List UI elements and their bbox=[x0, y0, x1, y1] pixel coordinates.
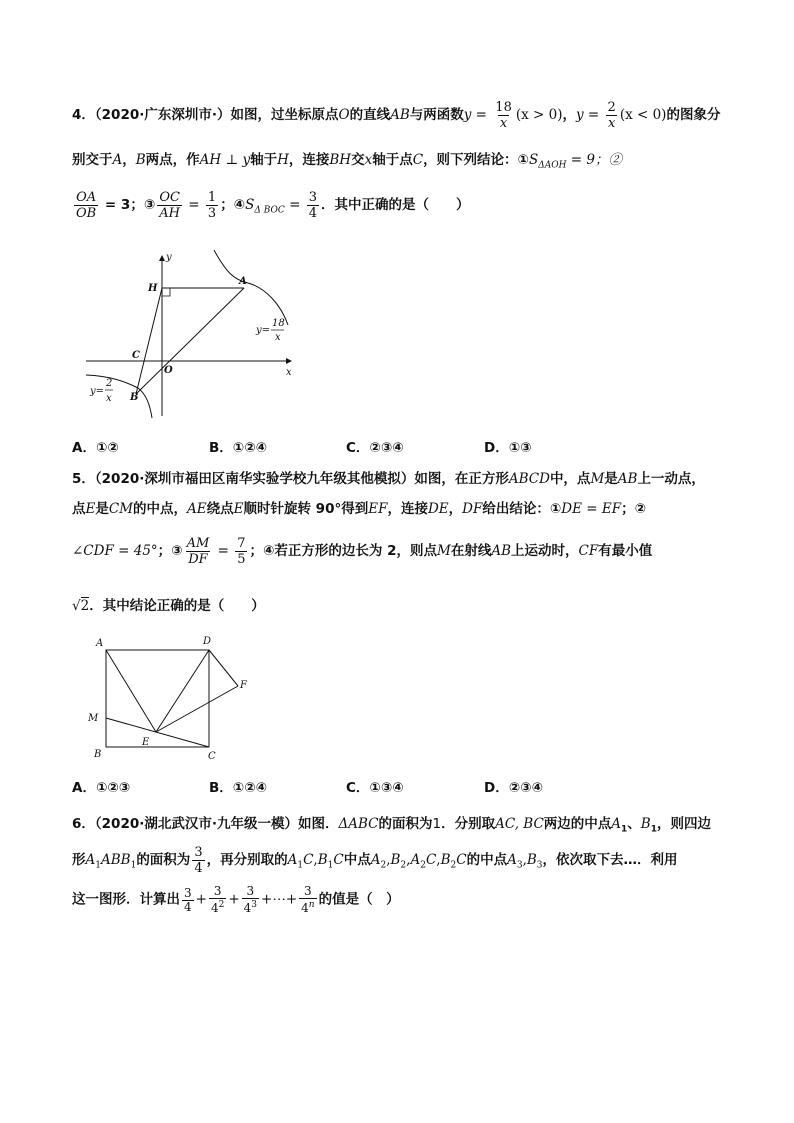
q5-line4: √2．其中结论正确的是（ ） bbox=[72, 598, 265, 614]
q6-line1: 6．（2020·湖北武汉市·九年级一模）如图．ΔABC的面积为1．分别取AC, BC两边的中点$A_1$、$B_1$，则四边 bbox=[72, 816, 711, 835]
q5-source: （2020·深圳市福田区南华实验学校九年级其他模拟） bbox=[94, 471, 415, 487]
q5-figure bbox=[86, 632, 266, 772]
label-C: C bbox=[132, 350, 140, 361]
sqrt-symbol: √ bbox=[72, 598, 81, 614]
condition: (x > 0) bbox=[515, 107, 563, 123]
q4-line1: 4．（2020·广东深圳市·）如图，过坐标原点O的直线AB与两函数y = $\frac{18}{x}$ (x > 0)，y = $\frac{2}{x}$ (x < 0)的图象分 bbox=[72, 100, 721, 131]
label-A: A bbox=[96, 638, 104, 649]
label-H: H bbox=[148, 283, 158, 294]
label-x-axis: x bbox=[286, 367, 292, 378]
q5-option-d[interactable]: D．②③④ bbox=[484, 780, 543, 796]
q4-option-a[interactable]: A．①② bbox=[72, 440, 119, 456]
fraction-AM-DF: $\frac{AM}{DF}$ bbox=[186, 536, 210, 567]
term-3-over-4-n: $\frac{3}{4^n}$ bbox=[301, 884, 315, 915]
q4-option-d[interactable]: D．①③ bbox=[484, 440, 532, 456]
term-3-over-4: $\frac{3}{4}$ bbox=[184, 885, 192, 914]
curve1-label-den: x bbox=[275, 332, 281, 343]
label-F: F bbox=[240, 680, 247, 691]
label-D: D bbox=[203, 636, 212, 647]
q6-source: （2020·湖北武汉市·九年级一模） bbox=[94, 816, 298, 832]
q5-line3: ∠CDF = 45°；③ $\frac{AM}{DF}$ = $\frac{7}{5}$ ；④若正方形的边长为 2，则点M在射线AB上运动时，CF有最小值 bbox=[72, 536, 653, 567]
q6-number: 6． bbox=[72, 816, 95, 832]
q5-option-c[interactable]: C．①③④ bbox=[346, 780, 404, 796]
segment-EF bbox=[156, 686, 238, 732]
q4-number: 4． bbox=[72, 107, 95, 123]
curve2-label-num: 2 bbox=[106, 378, 113, 389]
label-O: O bbox=[164, 365, 173, 376]
q6-line3: 这一图形．计算出 $\frac{3}{4}$ + $\frac{3}{4^2}$ + $\frac{3}{4^3}$ +⋯+ $\frac{3}{4^n}$ 的值是（ ） bbox=[72, 884, 400, 915]
label-y-axis: y bbox=[166, 252, 172, 263]
q4-text: 如图，过坐标原点 bbox=[230, 107, 339, 123]
q6-line2: 形$A_1ABB_1$的面积为 $\frac{3}{4}$ ，再分别取的$A_1C,B_1C$中点$A_2,B_2,A_2C,B_2C$的中点$A_3,B_3$，依次取下去…．利用 bbox=[72, 845, 678, 876]
label-B: B bbox=[94, 749, 102, 760]
q4-text: 与两函数 bbox=[409, 107, 464, 123]
segment-BH bbox=[136, 288, 162, 394]
fraction-3-4: $\frac{3}{4}$ bbox=[308, 190, 317, 221]
math-O: O bbox=[338, 107, 350, 123]
curve1-label-y: y= bbox=[256, 325, 271, 336]
label-E: E bbox=[142, 737, 150, 748]
fraction-1-3: $\frac{1}{3}$ bbox=[207, 190, 217, 221]
sqrt-radicand: 2 bbox=[80, 598, 90, 614]
q5-line2: 点E是CM的中点，AE绕点E顺时针旋转 90°得到EF，连接DE，DF给出结论：①DE = EF；② bbox=[72, 501, 647, 517]
q5-option-b[interactable]: B．①②④ bbox=[209, 780, 268, 796]
q5-option-a[interactable]: A．①②③ bbox=[72, 780, 131, 796]
math-y: y bbox=[463, 107, 472, 123]
term-3-over-4-cubed: $\frac{3}{4^3}$ bbox=[243, 884, 258, 915]
fraction-3-4: $\frac{3}{4}$ bbox=[194, 845, 203, 876]
fraction-2-x: $\frac{2}{x}$ bbox=[607, 100, 616, 131]
q4-line3: $\frac{OA}{OB}$ = 3；③ $\frac{OC}{AH}$ = $\frac{1}{3}$ ；$④S_{\Delta BOC}$ = $\frac{3}{4}$ ．其中正确的是（ ） bbox=[76, 190, 470, 221]
q4-figure bbox=[76, 250, 306, 420]
curve2-label-y: y= bbox=[90, 386, 105, 397]
q4-text: 的图象分 bbox=[666, 107, 721, 123]
label-C: C bbox=[208, 751, 216, 762]
segment-DF bbox=[209, 650, 238, 686]
right-angle-mark bbox=[162, 288, 170, 296]
segment-DE bbox=[156, 650, 209, 732]
q4-option-c[interactable]: C．②③④ bbox=[346, 440, 404, 456]
label-B: B bbox=[130, 392, 139, 403]
term-3-over-4-squared: $\frac{3}{4^2}$ bbox=[210, 884, 225, 915]
q5-number: 5． bbox=[72, 471, 95, 487]
label-A: A bbox=[239, 276, 247, 287]
math-AB: AB bbox=[390, 107, 410, 123]
curve1-label-num: 18 bbox=[272, 318, 285, 329]
segment-MC bbox=[106, 718, 209, 747]
q5-line1: 5．（2020·深圳市福田区南华实验学校九年级其他模拟）如图，在正方形ABCD中，点M是AB上一动点， bbox=[72, 471, 705, 487]
fraction-18-x: $\frac{18}{x}$ bbox=[495, 100, 512, 131]
label-M: M bbox=[88, 713, 99, 724]
fraction-OC-AH: $\frac{OC}{AH}$ bbox=[159, 190, 180, 221]
fraction-OA-OB: $\frac{OA}{OB}$ bbox=[76, 190, 97, 221]
curve2-label-den: x bbox=[106, 393, 112, 404]
q4-source: （2020·广东深圳市·） bbox=[94, 107, 231, 123]
q4-option-b[interactable]: B．①②④ bbox=[209, 440, 268, 456]
line-AB bbox=[136, 288, 244, 394]
q4-line2: 别交于A，B两点，作AH ⊥ y轴于H，连接BH交x轴于点C，则下列结论：$①S_{\Delta AOH} = 9$；② bbox=[72, 152, 622, 171]
fraction-7-5: $\frac{7}{5}$ bbox=[237, 536, 246, 567]
condition: (x < 0) bbox=[619, 107, 667, 123]
q4-text: 的直线 bbox=[349, 107, 391, 123]
